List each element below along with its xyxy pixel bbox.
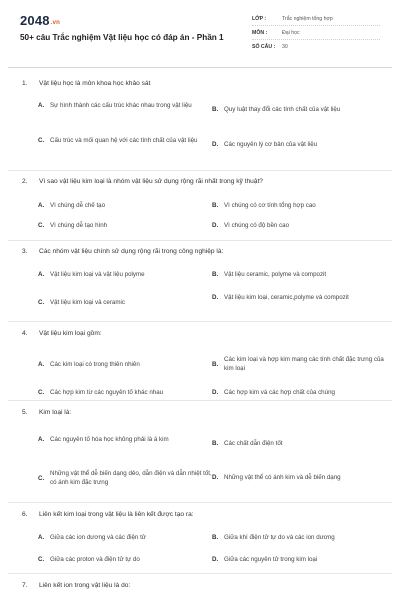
logo-text: 2048 (20, 13, 50, 28)
question-text: 4. Vật liệu kim loại gồm: (22, 330, 102, 337)
meta-key: MÔN : (252, 29, 268, 36)
question-text: 1. Vật liệu học là môn khoa học khảo sát (22, 80, 151, 87)
option-c[interactable]: C. Vật liệu kim loại và ceramic (38, 299, 125, 306)
option-a[interactable]: A. Vật liệu kim loại và vật liệu polyme (38, 271, 145, 278)
question-separator (8, 502, 392, 503)
option-a[interactable]: A. Các kim loại có trong thiên nhiên (38, 361, 140, 368)
option-a[interactable]: A. Các nguyên tố hóa học không phải là á kim (38, 436, 169, 443)
option-c[interactable]: C. Vì chúng dễ tạo hình (38, 222, 108, 229)
meta-value: Trắc nghiệm tổng hợp (282, 15, 333, 22)
option-a[interactable]: A. Sự hình thành các cấu trúc khác nhau trong vật liệu (38, 102, 192, 109)
option-c[interactable]: C. Những vật thể dễ biến dạng dẻo, dẫn điện và dẫn nhiệt tốt, có ánh kim đặc trưng (38, 470, 212, 486)
option-b[interactable]: B. Giữa khí điện tử tự do và các ion dương (212, 534, 335, 541)
option-c[interactable]: C. Các hợp kim từ các nguyên tố khác nhau (38, 389, 164, 396)
option-b[interactable]: B. Các kim loại và hợp kim mang các tính chất đặc trưng của kim loại (212, 356, 384, 372)
question-text: 7. Liên kết ion trong vật liệu là do: (22, 582, 131, 589)
option-b[interactable]: B. Vì chúng có cơ tính tổng hợp cao (212, 202, 316, 209)
meta-key: SỐ CÂU : (252, 44, 276, 50)
option-c[interactable]: C. Giữa các proton và điện tử tự do (38, 556, 140, 563)
logo-suffix: .vn (50, 20, 61, 26)
option-a[interactable]: A. Giữa các ion dương và các điện tử (38, 534, 146, 541)
option-d[interactable]: D. Vật liệu kim loại, ceramic,polyme và compozit (212, 294, 349, 301)
option-c[interactable]: C. Cấu trúc và mối quan hệ với các tính chất của vật liệu (38, 137, 198, 144)
document-title: 50+ câu Trắc nghiệm Vật liệu học có đáp án - Phần 1 (20, 33, 224, 42)
question-text: 6. Liên kết kim loại trong vật liệu là liên kết được tạo ra: (22, 511, 194, 518)
question-separator (8, 400, 392, 401)
option-d[interactable]: D. Các nguyên lý cơ bản của vật liệu (212, 141, 318, 148)
meta-key: LỚP : (252, 15, 267, 22)
question-separator (8, 170, 392, 171)
question-text: 2. Vì sao vật liệu kim loại là nhóm vật liệu sử dụng rộng rãi nhất trong kỹ thuật? (22, 178, 263, 185)
option-b[interactable]: B. Quy luật thay đổi các tính chất của vật liệu (212, 106, 341, 113)
option-a[interactable]: A. Vì chúng dễ chế tạo (38, 202, 106, 209)
option-d[interactable]: D. Vì chúng có độ bền cao (212, 222, 290, 229)
question-separator (8, 321, 392, 322)
question-text: 5. Kim loại là: (22, 409, 72, 416)
option-b[interactable]: B. Vật liệu ceramic, polyme và compozit (212, 271, 327, 278)
option-d[interactable]: D. Những vật thể có ánh kim và dễ biến dạng (212, 474, 341, 481)
option-d[interactable]: D. Giữa các nguyên tử trong kim loại (212, 556, 318, 563)
question-text: 3. Các nhóm vật liệu chính sử dụng rộng rãi trong công nghiệp là: (22, 248, 224, 255)
question-separator (8, 240, 392, 241)
question-separator (8, 573, 392, 574)
option-b[interactable]: B. Các chất dẫn điện tốt (212, 440, 283, 447)
meta-value: Đại học (282, 29, 300, 36)
meta-value: 30 (282, 44, 288, 50)
option-d[interactable]: D. Các hợp kim và các hợp chất của chúng (212, 389, 335, 396)
